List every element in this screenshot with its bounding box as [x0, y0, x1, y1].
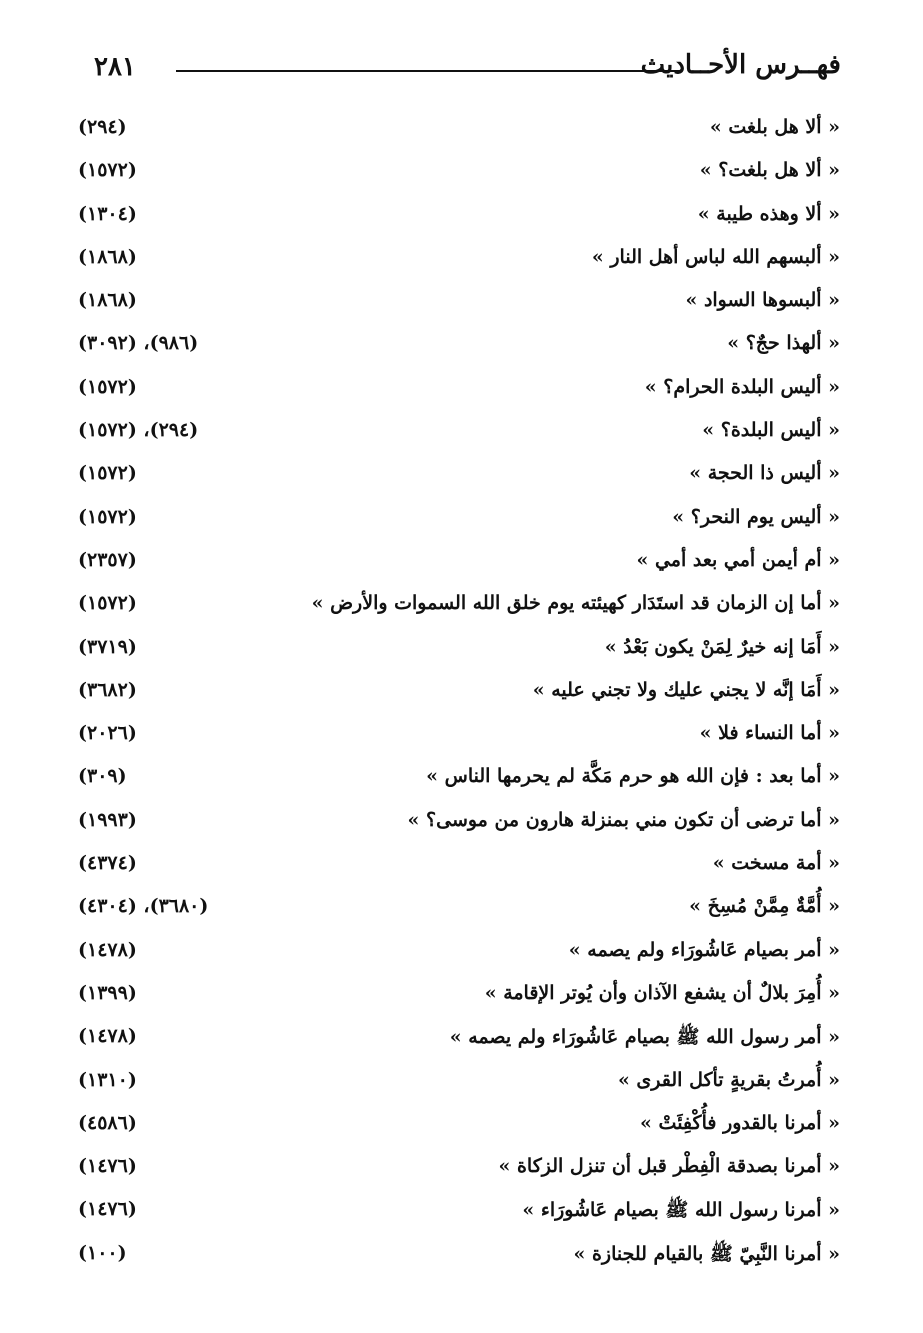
index-entry: [78, 541, 840, 584]
hadith-text: « أمرنا بصدقة الْفِطْر قبل أن تنزل الزكاة »: [498, 1155, 840, 1178]
hadith-text: « أم أيمن أمي بعد أمي »: [636, 548, 840, 571]
hadith-text: « أَمَا إنَّه لا يجني عليك ولا تجني عليه »: [532, 678, 840, 701]
hadith-text: « أليس يوم النحر؟ »: [672, 505, 840, 528]
index-entry: [78, 844, 840, 887]
hadith-reference-number: (١٥٧٢): [78, 462, 137, 485]
hadith-reference-number: (٣٦٨٠)، (٤٣٠٤): [78, 895, 209, 918]
hadith-reference-number: (١٠٠): [78, 1241, 127, 1264]
header-rule: [176, 70, 681, 72]
hadith-text: « أليس البلدة الحرام؟ »: [644, 375, 840, 398]
hadith-reference-number: (٤٥٨٦): [78, 1111, 137, 1134]
page-header: [80, 48, 843, 98]
hadith-reference-number: (٤٣٧٤): [78, 852, 137, 875]
index-entry: [78, 195, 840, 238]
index-entry: [78, 411, 840, 454]
hadith-reference-number: (١٨٦٨): [78, 289, 137, 312]
hadith-reference-number: (١٤٧٨): [78, 938, 137, 961]
hadith-text: « أمر بصيام عَاشُورَاء ولم يصمه »: [568, 938, 840, 961]
hadith-text: « أما بعد : فإن الله هو حرم مَكَّة لم يحرمها الناس »: [426, 765, 840, 788]
index-entry: [78, 801, 840, 844]
hadith-text: « أليس ذا الحجة »: [689, 462, 840, 485]
hadith-text: « أما إن الزمان قد استَدَار كهيئته يوم خلق الله السموات والأرض »: [311, 592, 840, 615]
hadith-text: « أما ترضى أن تكون مني بمنزلة هارون من موسى؟ »: [407, 808, 840, 831]
hadith-index-list: [78, 108, 840, 1277]
hadith-reference-number: (٩٨٦)، (٣٠٩٢): [78, 332, 199, 355]
page-number: ٢٨١: [94, 52, 136, 82]
hadith-reference-number: (١٣١٠): [78, 1068, 137, 1091]
index-entry: [78, 584, 840, 627]
index-entry: [78, 887, 840, 930]
hadith-text: « ألا وهذه طيبة »: [697, 202, 840, 225]
index-entry: [78, 238, 840, 281]
index-entry: [78, 281, 840, 324]
index-entry: [78, 714, 840, 757]
hadith-text: « ألبسوها السواد »: [685, 289, 840, 312]
index-entry: [78, 324, 840, 367]
index-entry: [78, 1190, 840, 1233]
hadith-reference-number: (١٨٦٨): [78, 245, 137, 268]
index-entry: [78, 1104, 840, 1147]
index-entry: [78, 671, 840, 714]
hadith-text: « أما النساء فلا »: [699, 722, 840, 745]
hadith-text: « أُمرتُ بقريةٍ تأكل القرى »: [617, 1068, 840, 1091]
hadith-text: « أمة مسخت »: [712, 852, 840, 875]
hadith-text: « أمرنا النَّبِيّ ﷺ بالقيام للجنازة »: [573, 1242, 840, 1265]
hadith-reference-number: (٢٠٢٦): [78, 722, 137, 745]
hadith-text: « أمر رسول الله ﷺ بصيام عَاشُورَاء ولم يصمه »: [449, 1026, 840, 1049]
index-entry: [78, 151, 840, 194]
hadith-reference-number: (١٤٧٦): [78, 1155, 137, 1178]
index-entry: [78, 757, 840, 800]
hadith-reference-number: (١٤٧٨): [78, 1025, 137, 1048]
hadith-reference-number: (١٣٩٩): [78, 981, 137, 1004]
hadith-reference-number: (٢٩٤): [78, 116, 127, 138]
hadith-reference-number: (٣٧١٩): [78, 635, 137, 658]
hadith-text: « أمرنا رسول الله ﷺ بصيام عَاشُورَاء »: [522, 1199, 840, 1222]
hadith-reference-number: (٣٦٨٢): [78, 678, 137, 701]
index-entry: [78, 1017, 840, 1060]
hadith-text: « ألبسهم الله لباس أهل النار »: [591, 245, 840, 268]
hadith-reference-number: (١٥٧٢): [78, 375, 137, 398]
hadith-reference-number: (١٩٩٣): [78, 808, 137, 831]
hadith-reference-number: (١٥٧٢): [78, 505, 137, 528]
hadith-reference-number: (٣٠٩): [78, 765, 127, 788]
hadith-text: « أُمِرَ بلالٌ أن يشفع الآذان وأن يُوتر الإقامة »: [484, 981, 840, 1004]
index-entry: [78, 931, 840, 974]
index-entry: [78, 1234, 840, 1277]
hadith-reference-number: (١٥٧٢): [78, 592, 137, 615]
hadith-text: « أمرنا بالقدور فأُكْفِئَتْ »: [640, 1111, 840, 1134]
hadith-text: « أَمَا إنه خيرٌ لِمَنْ يكون بَعْدُ »: [604, 635, 840, 658]
index-entry: [78, 628, 840, 671]
hadith-text: « أُمَّةٌ مِمَّنْ مُسِخَ »: [689, 895, 840, 918]
hadith-text: « ألا هل بلغت؟ »: [699, 159, 840, 182]
index-entry: [78, 1061, 840, 1104]
index-entry: [78, 974, 840, 1017]
hadith-reference-number: (٢٩٤)، (١٥٧٢): [78, 419, 199, 442]
index-entry: [78, 454, 840, 497]
hadith-text: « أليس البلدة؟ »: [702, 419, 840, 442]
hadith-reference-number: (١٤٧٦): [78, 1198, 137, 1221]
hadith-text: « ألهذا حجٌ؟ »: [727, 332, 840, 355]
index-entry: [78, 368, 840, 411]
index-entry: [78, 498, 840, 541]
hadith-reference-number: (١٣٠٤): [78, 202, 137, 225]
hadith-text: « ألا هل بلغت »: [709, 116, 840, 138]
page-title: فهــرس الأحــاديث: [640, 50, 841, 80]
hadith-reference-number: (١٥٧٢): [78, 159, 137, 182]
index-entry: [78, 1147, 840, 1190]
hadith-reference-number: (٢٣٥٧): [78, 548, 137, 571]
index-entry: [78, 108, 840, 151]
